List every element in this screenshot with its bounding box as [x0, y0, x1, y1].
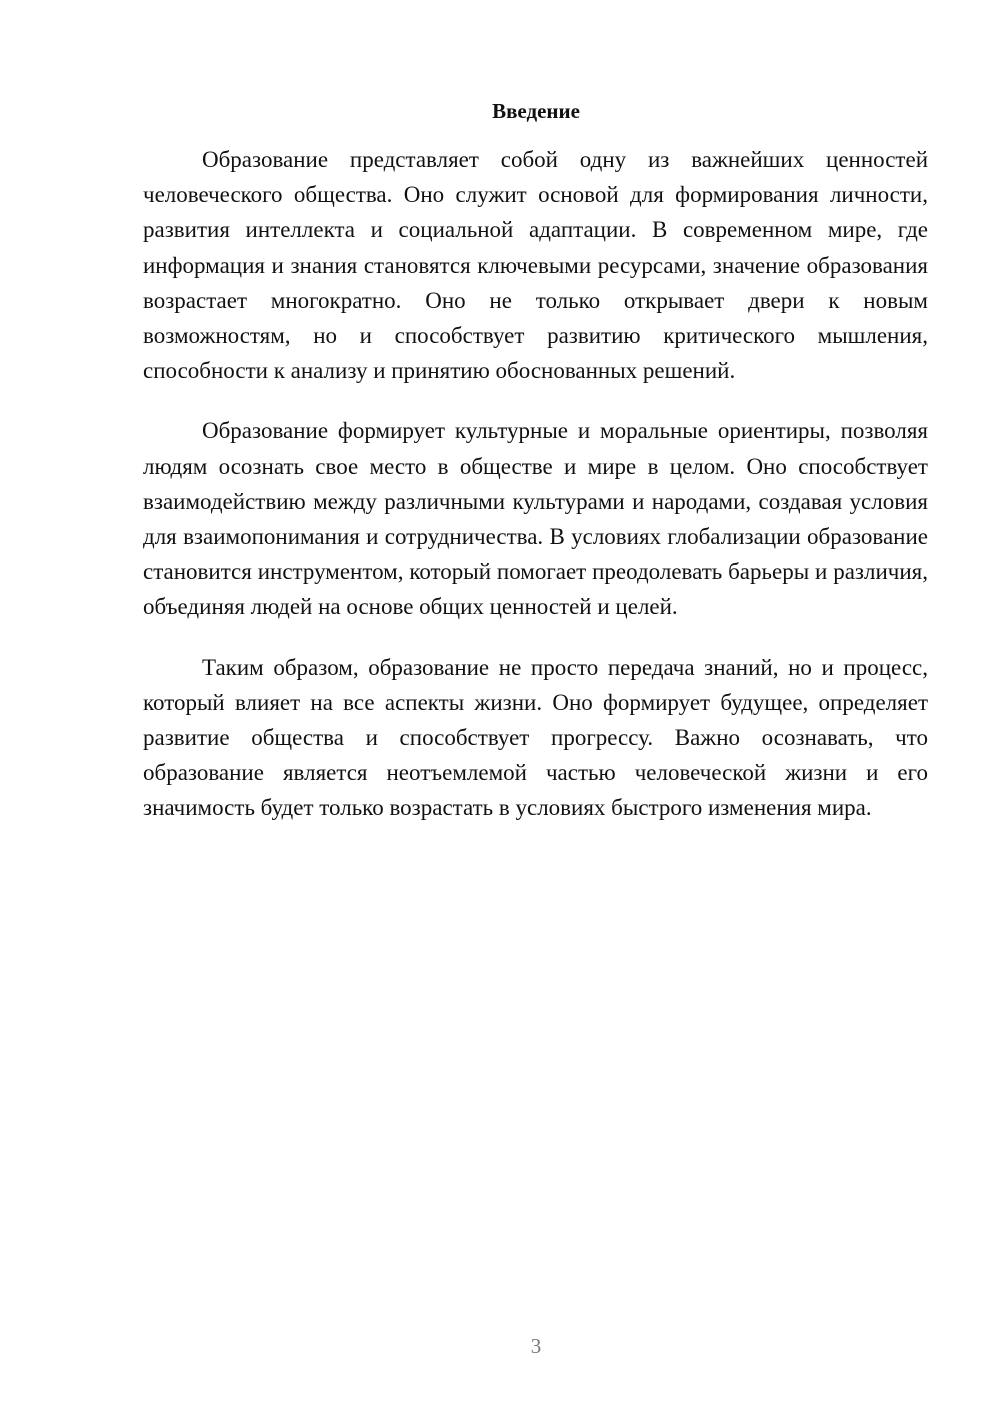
paragraph-2: Образование формирует культурные и моральные ориентиры, позволяя людям осознать свое место в обществе и мире в целом. Оно способствует взаимодействию между различными культурами и народами, создавая условия для взаимопонимания и сотрудничества. В условиях глобализации образование становится инструментом, который помогает преодолевать барьеры и различия, объединяя людей на основе общих ценностей и целей. — [143, 418, 928, 620]
paragraph-3: Таким образом, образование не просто передача знаний, но и процесс, который влияет на все аспекты жизни. Оно формирует будущее, определяет развитие общества и способствует прогрессу. Важно осознавать, что образование является неотъемлемой частью человеческой жизни и его значимость будет только возрастать в условиях быстрого изменения мира. — [143, 654, 928, 821]
body-text — [143, 142, 928, 851]
page-number: 3 — [530, 1334, 542, 1358]
section-heading: Введение — [492, 99, 580, 123]
paragraph-1: Образование представляет собой одну из важнейших ценностей человеческого общества. Оно служит основой для формирования личности, развития интеллекта и социальной адаптации. В современном мире, где информация и знания становятся ключевыми ресурсами, значение образования возрастает многократно. Оно не только открывает двери к новым возможностям, но и способствует развитию критического мышления, способности к анализу и принятию обоснованных решений. — [143, 147, 928, 384]
